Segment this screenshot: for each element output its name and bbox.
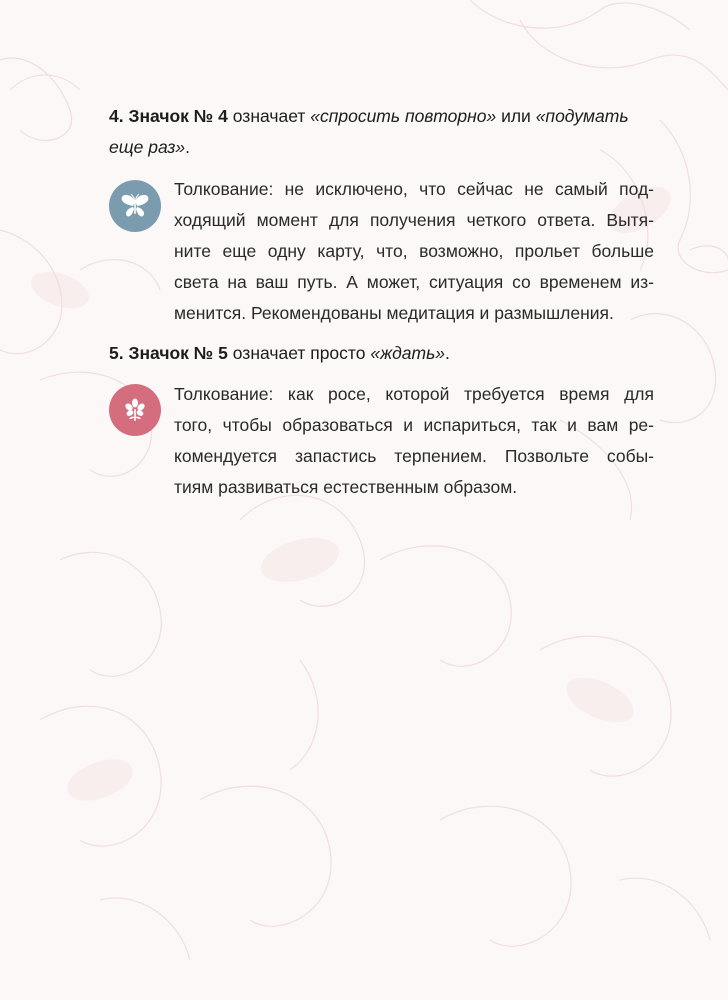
section-5-interp-line: комендуется запастись терпением. Позвольте собы- bbox=[174, 446, 654, 466]
section-5-interpretation bbox=[174, 379, 654, 503]
section-4-phrase-2a: «подумать bbox=[535, 106, 629, 126]
section-4-phrase-2b: еще раз» bbox=[109, 137, 186, 157]
section-4-interp-line: менится. Рекомендованы медитация и размышления. bbox=[174, 303, 614, 323]
section-4-conj: или bbox=[501, 106, 531, 126]
section-5-verb: означает просто bbox=[232, 343, 366, 363]
section-5-interp-line: тиям развиваться естественным образом. bbox=[174, 477, 518, 497]
section-4-verb: означает bbox=[232, 106, 306, 126]
butterfly-icon bbox=[109, 180, 161, 232]
section-5-end: . bbox=[445, 343, 450, 363]
section-4-number: 4. bbox=[109, 106, 124, 126]
section-5-phrase-1: «ждать» bbox=[370, 343, 446, 363]
section-4-interp-line: ните еще одну карту, что, возможно, прольет больше bbox=[174, 241, 654, 261]
flower-icon bbox=[109, 384, 161, 436]
section-4-phrase-1: «спросить повторно» bbox=[310, 106, 497, 126]
section-5-interp-line: Толкование: как росе, которой требуется время для bbox=[174, 384, 654, 404]
section-4-interp-line: света на ваш путь. А может, ситуация со временем из- bbox=[174, 272, 654, 292]
section-4-interpretation bbox=[174, 174, 654, 329]
section-5-interp-line: того, чтобы образоваться и испариться, так и вам ре- bbox=[174, 415, 654, 435]
section-5-number: 5. bbox=[109, 343, 124, 363]
section-4-interp-line: Толкование: не исключено, что сейчас не самый под- bbox=[174, 179, 654, 199]
section-4-end: . bbox=[185, 137, 191, 157]
section-4-interp-line: ходящий момент для получения четкого ответа. Вытя- bbox=[174, 210, 654, 230]
section-5-label: Значок № 5 bbox=[128, 343, 228, 363]
section-4-label: Значок № 4 bbox=[128, 106, 228, 126]
section-4-heading bbox=[109, 101, 654, 163]
section-5-heading bbox=[109, 338, 654, 369]
